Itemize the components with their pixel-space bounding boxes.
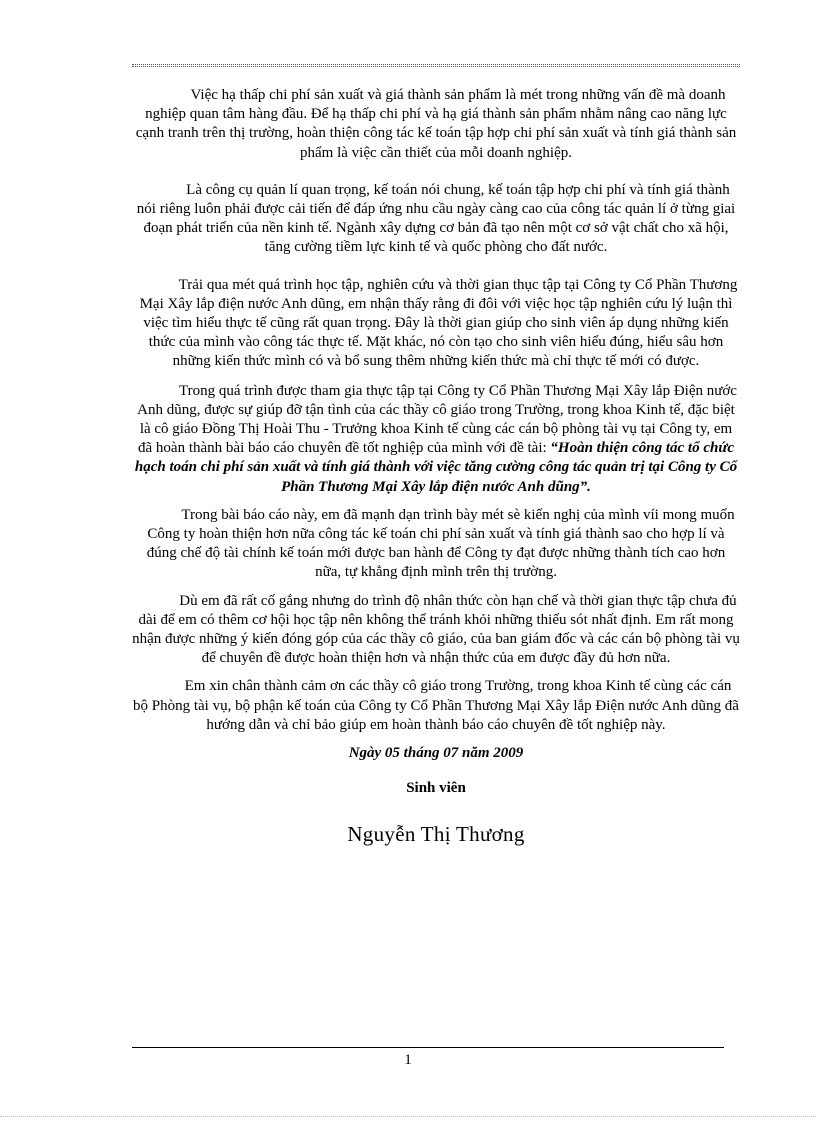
page-number: 1 — [404, 1052, 412, 1068]
signature-role: Sinh viên — [406, 780, 466, 797]
paragraph-thesis-text: Trong quá trình được tham gia thực tập tại Công ty Cổ Phần Thương Mại Xây lắp Điện nước Anh dũng, được sự giúp đỡ tận tình của các thầy cô giáo trong Trường, trong khoa Kinh tế, đặc biệt là cô giáo Đồng Thị Hoài Thu - Trưởng khoa Kinh tế cùng các cán bộ phòng tài vụ tại Công ty, em đã hoàn thành bài báo cáo chuyên đề tốt nghiệp của mình với đề tài: — [137, 382, 737, 457]
paragraph-recommendations — [132, 506, 740, 583]
paragraph-internship — [132, 276, 740, 372]
paragraph-intro-text: Việc hạ thấp chi phí sản xuất và giá thành sản phẩm là mét trong những vấn đề mà doanh nghiệp quan tâm hàng đầu. Để hạ thấp chi phí và hạ giá thành sản phẩm nhằm nâng cao năng lực cạnh tranh trên thị trường, hoàn thiện công tác kế toán tập hợp chi phí sản xuất và tính giá thành sản phẩm là việc cần thiết của mỗi doanh nghiệp. — [135, 87, 737, 161]
paragraph-accounting-tool — [132, 181, 740, 258]
signature-date: Ngày 05 tháng 07 năm 2009 — [348, 745, 524, 762]
footer-rule — [132, 1047, 724, 1048]
paragraph-thanks — [132, 677, 740, 735]
paragraph-accounting-tool-text: Là công cụ quản lí quan trọng, kế toán nói chung, kế toán tập hợp chi phí và tính giá thành nói riêng luôn phải được cải tiến để đáp ứng nhu cầu ngày càng cao của công tác quản lí ở từng giai đoạn phát triển của nền kinh tế. Ngành xây dựng cơ bản đã tạo nên một cơ sở vật chất cho xã hội, tăng cường tiềm lực kinh tế và quốc phòng cho đất nước. — [136, 181, 736, 256]
page-bottom-border — [0, 1116, 816, 1117]
paragraph-recommendations-text: Trong bài báo cáo này, em đã mạnh dạn trình bày mét sè kiến nghị của mình víi mong muốn Công ty hoàn thiện hơn nữa công tác kế toán chi phí sản xuất và tính giá thành sao cho hợp lí và đúng chế độ tài chính kế toán mới được ban hành để Công ty đạt được những thành tích cao hơn nữa, tự khẳng định mình trên thị trường. — [146, 506, 735, 581]
paragraph-thanks-text: Em xin chân thành cảm ơn các thầy cô giáo trong Trường, trong khoa Kinh tế cùng các cán bộ Phòng tài vụ, bộ phận kế toán của Công ty Cổ Phần Thương Mại Xây lắp Điện nước Anh dũng đã hướng dẫn và chỉ bảo giúp em hoàn thành báo cáo chuyên đề tốt nghiệp này. — [133, 678, 739, 733]
thesis-title: “Hoàn thiện công tác tổ chức hạch toán chi phí sản xuất và tính giá thành với việc tăng cường công tác quản trị tại Công ty Cổ Phần Thương Mại Xây lắp điện nước Anh dũng”. — [134, 440, 738, 495]
paragraph-intro — [132, 86, 740, 163]
signature-name: Nguyễn Thị Thương — [347, 821, 525, 846]
document-body — [132, 86, 740, 844]
paragraph-thesis — [132, 382, 740, 497]
header-rule — [132, 64, 740, 67]
paragraph-internship-text: Trải qua mét quá trình học tập, nghiên cứu và thời gian thục tập tại Công ty Cổ Phần Thương Mại Xây lắp điện nước Anh dũng, em nhận thấy rằng đi đôi với việc học tập nghiên cứu lý luận thì việc tìm hiểu thực tế cũng rất quan trọng. Đây là thời gian giúp cho sinh viên áp dụng những kiến thức của mình vào công tác thực tế. Mặt khác, nó còn tạo cho sinh viên hiểu đúng, hiểu sâu hơn những kiến thức mình có và bổ sung thêm những kiến thức mà chỉ thực tế mới có được. — [139, 276, 738, 370]
paragraph-limitations — [132, 592, 740, 669]
paragraph-limitations-text: Dù em đã rất cố gắng nhưng do trình độ nhân thức còn hạn chế và thời gian thực tập chưa đủ dài để em có thêm cơ hội học tập nên không thể tránh khỏi những thiếu sót nhất định. Em rất mong nhận được những ý kiến đóng góp của các thầy cô giáo, của ban giám đốc và các cán bộ phòng tài vụ để chuyên đề được hoàn thiện hơn và nhận thức của em được đầy đủ hơn nữa. — [132, 592, 740, 667]
